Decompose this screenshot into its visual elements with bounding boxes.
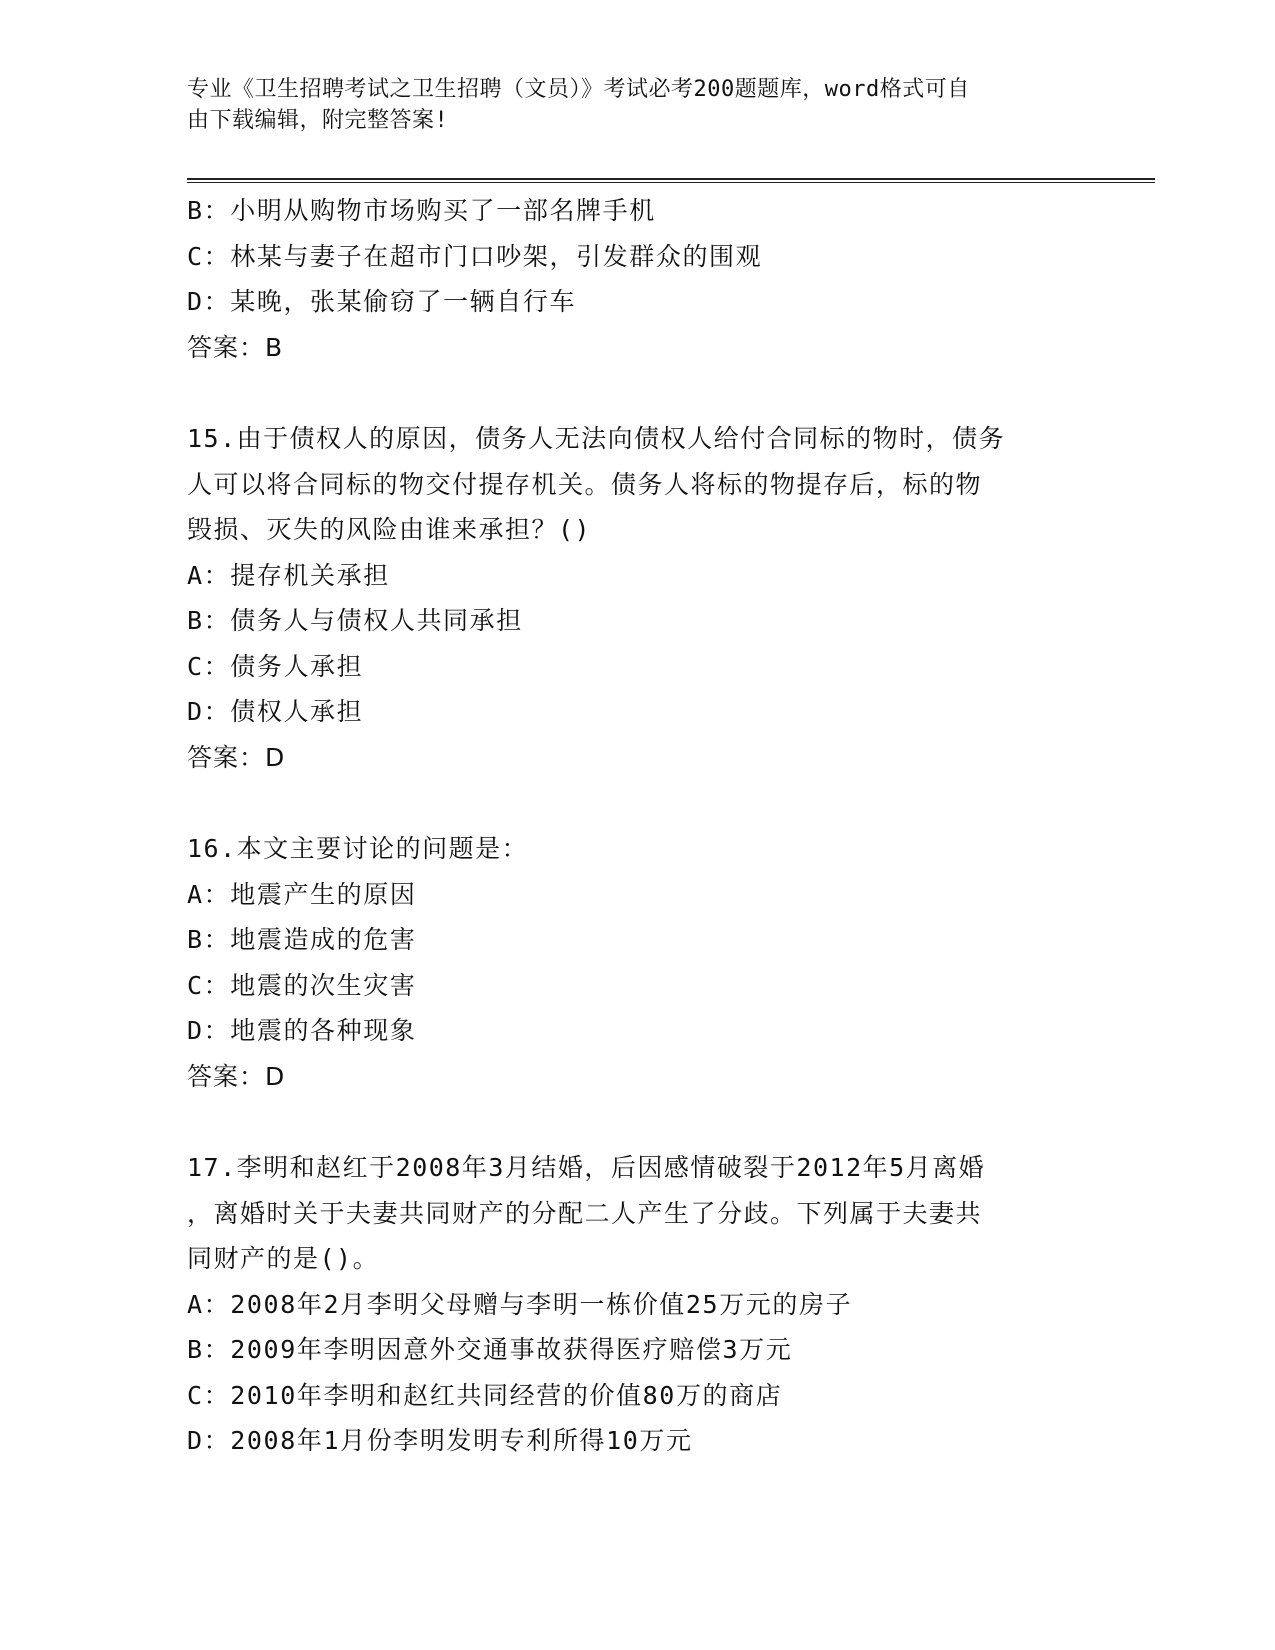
header-line-2: 由下载编辑，附完整答案! [187,108,449,133]
stem-line: ，离婚时关于夫妻共同财产的分配二人产生了分歧。下列属于夫妻共 [187,1198,983,1228]
question-stem [187,826,1087,872]
option-b: B：2009年李明因意外交通事故获得医疗赔偿3万元 [187,1335,793,1364]
spacer [187,780,1087,826]
option-b: B：债务人与债权人共同承担 [187,606,523,635]
stem-line: 17.李明和赵红于2008年3月结婚，后因感情破裂于2012年5月离婚 [187,1153,986,1182]
question-17 [187,1145,1087,1464]
spacer [187,1099,1087,1145]
option-c: C：地震的次生灾害 [187,970,417,1000]
stem-line: 15.由于债权人的原因，债务人无法向债权人给付合同标的物时，债务 [187,424,1006,453]
option-a: A：地震产生的原因 [187,879,417,909]
stem-line: 毁损、灭失的风险由谁来承担？() [187,515,592,544]
page-header [187,74,1067,136]
stem-line: 人可以将合同标的物交付提存机关。债务人将标的物提存后，标的物 [187,469,983,499]
question-16 [187,826,1087,1099]
stem-line: 16.本文主要讨论的问题是： [187,834,529,863]
option-d: D：债权人承担 [187,697,364,726]
option-a: A：提存机关承担 [187,560,390,590]
spacer [187,370,1087,416]
question-15 [187,416,1087,780]
option-d: D：某晚，张某偷窃了一辆自行车 [187,287,577,316]
answer-line: 答案：B [187,332,284,362]
stem-line: 同财产的是()。 [187,1244,380,1273]
question-14-tail [187,188,1087,370]
option-a: A：2008年2月李明父母赠与李明一栋价值25万元的房子 [187,1289,853,1319]
option-c: C：2010年李明和赵红共同经营的价值80万的商店 [187,1380,783,1410]
question-content [187,188,1087,1464]
answer-line: 答案：D [187,742,286,772]
option-b: B：小明从购物市场购买了一部名牌手机 [187,196,656,225]
question-stem [187,1145,1087,1282]
question-stem [187,416,1087,553]
option-d: D：2008年1月份李明发明专利所得10万元 [187,1426,693,1455]
option-c: C：林某与妻子在超市门口吵架，引发群众的围观 [187,241,763,271]
header-divider [187,178,1155,183]
header-line-1: 专业《卫生招聘考试之卫生招聘（文员）》考试必考200题题库，word格式可自 [187,77,970,102]
option-c: C：债务人承担 [187,651,364,681]
answer-line: 答案：D [187,1061,286,1091]
option-b: B：地震造成的危害 [187,925,417,954]
option-d: D：地震的各种现象 [187,1016,417,1045]
